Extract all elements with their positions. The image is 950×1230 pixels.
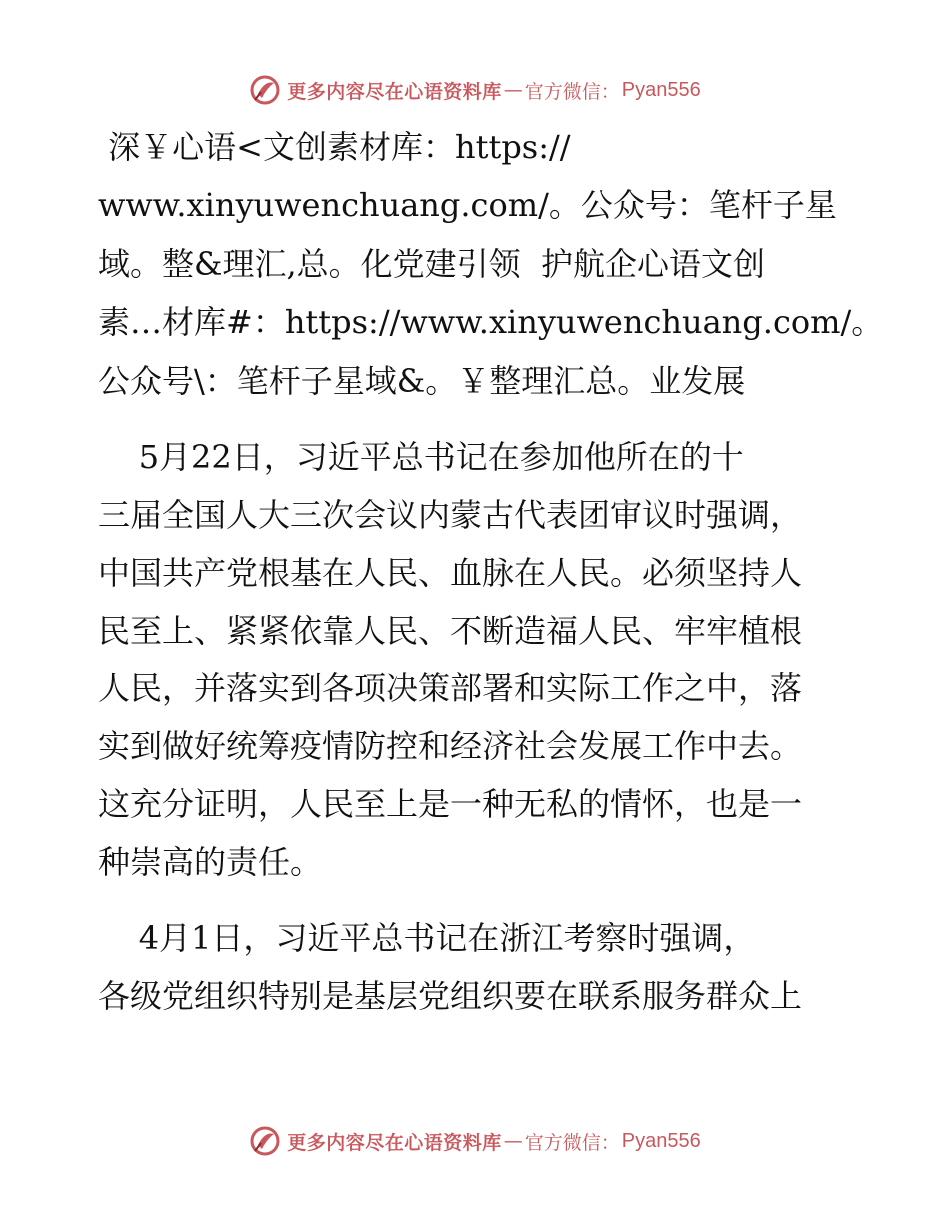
footer-dash: — [503, 1130, 523, 1152]
paragraph-line: 各级党组织特别是基层党组织要在联系服务群众上 [98, 977, 803, 1015]
header-banner [0, 70, 950, 110]
intro-line: 素…材库#：https://www.xinyuwenchuang.com/。 [98, 303, 884, 341]
intro-line: 公众号\：笔杆子星域&。￥整理汇总。业发展 [98, 362, 746, 400]
intro-line: www.xinyuwenchuang.com/。公众号：笔杆子星 [98, 186, 837, 224]
paragraph-line: 5月22日，习近平总书记在参加他所在的十 [98, 438, 744, 476]
header-wechat-account: Pyan556 [621, 78, 701, 101]
brand-logo-icon [249, 1125, 281, 1157]
paragraph-line: 4月1日，习近平总书记在浙江考察时强调， [98, 919, 756, 957]
paragraph-line: 实到做好统筹疫情防控和经济社会发展工作中去。 [98, 727, 803, 765]
header-dash: — [503, 79, 523, 101]
intro-line: 深￥心语<文创素材库：https:// [98, 128, 571, 166]
footer-wechat-label: 官方微信： [524, 1131, 620, 1154]
footer-wechat-account: Pyan556 [621, 1129, 701, 1152]
paragraph-line: 民至上、紧紧依靠人民、不断造福人民、牢牢植根 [98, 612, 803, 650]
paragraph-line: 三届全国人大三次会议内蒙古代表团审议时强调， [98, 496, 803, 534]
footer-banner [0, 1121, 950, 1161]
paragraph-line: 种崇高的责任。 [98, 843, 323, 881]
brand-logo-icon [249, 74, 281, 106]
paragraph-line: 人民，并落实到各项决策部署和实际工作之中，落 [98, 669, 803, 707]
footer-brand-text: 更多内容尽在心语资料库 [287, 1131, 502, 1154]
header-brand-text: 更多内容尽在心语资料库 [287, 80, 502, 103]
header-wechat-label: 官方微信： [524, 80, 620, 103]
paragraph-line: 中国共产党根基在人民、血脉在人民。必须坚持人 [98, 554, 803, 592]
paragraph-line: 这充分证明，人民至上是一种无私的情怀，也是一 [98, 785, 803, 823]
intro-line: 域。整&理汇,总。化党建引领 护航企心语文创 [98, 245, 766, 283]
